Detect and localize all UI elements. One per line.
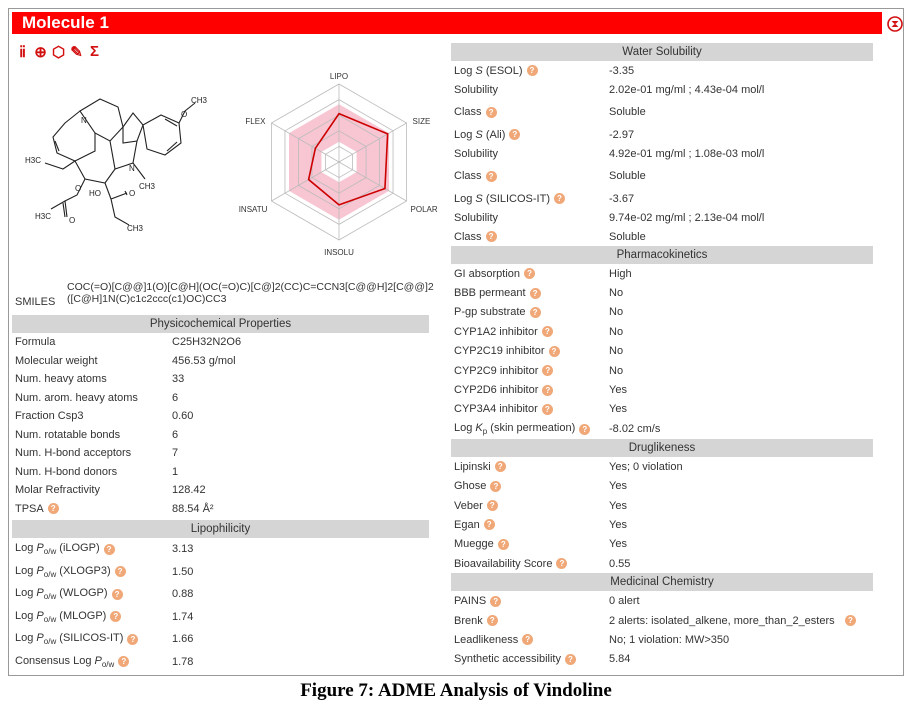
row-value: No <box>609 345 624 358</box>
radar-label-insolu: INSOLU <box>324 248 354 257</box>
table-row <box>12 561 429 584</box>
row-key <box>454 306 526 318</box>
radar-label-polar: POLAR <box>410 205 438 214</box>
row-key <box>15 392 138 404</box>
row-key <box>454 538 494 550</box>
help-icon[interactable]: ? <box>524 268 535 279</box>
key-text: Molecular weight <box>15 354 98 367</box>
row-key <box>454 500 483 512</box>
physchem-header: Physicochemical Properties <box>12 315 429 333</box>
s-symbol: S <box>475 64 483 77</box>
row-value: Soluble <box>609 230 646 243</box>
row-value: 1 <box>172 465 179 478</box>
row-value: No <box>609 364 624 377</box>
row-value: 456.53 g/mol <box>172 354 236 367</box>
row-key <box>15 466 117 478</box>
p-symbol: P <box>36 632 44 645</box>
s-symbol: S <box>475 128 483 141</box>
p-symbol: P <box>94 654 102 667</box>
key-text: BBB permeant <box>454 287 526 300</box>
row-key <box>454 84 498 96</box>
physchem-section <box>12 315 429 518</box>
key-text: Log <box>454 128 476 141</box>
people-icon[interactable]: ⅱ <box>19 44 26 61</box>
table-row <box>12 463 429 482</box>
row-key <box>454 480 486 492</box>
p-subscript: o/w <box>43 547 57 557</box>
table-row <box>12 370 429 389</box>
key-text: Log <box>454 422 476 435</box>
row-value: 5.84 <box>609 653 631 666</box>
row-key <box>15 542 100 556</box>
key-text: PAINS <box>454 595 487 608</box>
help-icon[interactable]: ? <box>565 654 576 665</box>
atom-ch3-nmethyl: CH3 <box>139 182 156 191</box>
row-value: Yes <box>609 538 627 551</box>
row-key <box>454 345 545 357</box>
s-symbol: S <box>475 192 483 205</box>
row-value: 0 alert <box>609 595 640 608</box>
key-text: (ESOL) <box>482 64 523 77</box>
k-symbol: K <box>475 422 483 435</box>
help-icon[interactable]: ? <box>48 503 59 514</box>
row-key <box>15 587 108 601</box>
help-icon[interactable]: ? <box>104 544 115 555</box>
table-row <box>451 342 873 361</box>
lipophilicity-header: Lipophilicity <box>12 520 429 538</box>
key-text: CYP2D6 inhibitor <box>454 384 539 397</box>
row-value: 1.74 <box>172 610 194 623</box>
atom-o-ester: O <box>75 184 82 193</box>
key-text: CYP2C19 inhibitor <box>454 345 545 358</box>
help-icon[interactable]: ? <box>118 656 129 667</box>
table-row <box>451 380 873 399</box>
table-row <box>12 389 429 408</box>
key-text: Num. arom. heavy atoms <box>15 391 138 404</box>
key-text: Veber <box>454 499 483 512</box>
row-key <box>454 212 498 224</box>
k-subscript: p <box>482 427 488 437</box>
key-text: Solubility <box>454 211 499 224</box>
table-row <box>12 352 429 371</box>
key-text: Log <box>15 632 37 645</box>
p-symbol: P <box>36 542 44 555</box>
table-row <box>12 481 429 500</box>
molecule-header <box>12 12 882 34</box>
row-value: -2.97 <box>609 128 635 141</box>
p-subscript: o/w <box>43 637 57 647</box>
row-key <box>15 565 111 579</box>
key-text: Formula <box>15 336 56 349</box>
key-text: Ghose <box>454 480 487 493</box>
row-key <box>454 287 526 299</box>
key-text: (SILICOS-IT) <box>56 632 124 645</box>
help-icon[interactable]: ? <box>530 288 541 299</box>
key-text: Consensus Log <box>15 654 95 667</box>
row-value: Yes; 0 violation <box>609 460 683 473</box>
row-value: 6 <box>172 428 179 441</box>
table-row <box>451 477 873 496</box>
atom-o-methoxy: O <box>181 110 188 119</box>
row-key <box>454 231 482 243</box>
row-key <box>454 384 538 396</box>
key-text: (XLOGP3) <box>56 564 111 577</box>
help-icon[interactable]: ? <box>509 129 520 140</box>
lipophilicity-section <box>12 520 429 673</box>
p-symbol: P <box>36 587 44 600</box>
row-value: -3.35 <box>609 64 635 77</box>
table-row <box>12 333 429 352</box>
key-text: Log <box>15 542 37 555</box>
row-value: No <box>609 325 624 338</box>
key-text: Solubility <box>454 83 499 96</box>
help-icon[interactable]: ? <box>527 65 538 76</box>
radar-label-insatu: INSATU <box>238 205 268 214</box>
row-key <box>15 503 44 515</box>
key-text: Solubility <box>454 147 499 160</box>
page-title: Molecule 1 <box>22 13 109 32</box>
row-value: Yes <box>609 499 627 512</box>
p-subscript: o/w <box>101 659 115 669</box>
key-text: Muegge <box>454 538 494 551</box>
row-key <box>454 519 480 531</box>
table-row <box>451 554 873 573</box>
key-text: (Ali) <box>482 128 506 141</box>
row-value: 0.60 <box>172 410 194 423</box>
help-icon[interactable]: ? <box>486 107 497 118</box>
atom-ch3-methoxy: CH3 <box>191 96 208 105</box>
key-text: Lipinski <box>454 460 491 473</box>
key-text: CYP1A2 inhibitor <box>454 325 538 338</box>
row-key <box>454 268 520 280</box>
row-key <box>454 170 482 182</box>
table-row <box>12 444 429 463</box>
key-text: TPSA <box>15 502 44 515</box>
row-key <box>454 461 491 473</box>
smiles-label: SMILES <box>15 296 56 308</box>
smiles-value: COC(=O)[C@@]1(O)[C@H](OC(=O)C)[C@]2(CC)C=CCN3[C@@H]2[C@@]2([C@H]1N(C)c1c2ccc(c1)OC)CC3 <box>67 281 434 305</box>
table-row <box>12 583 429 606</box>
table-row <box>12 407 429 426</box>
row-value: 2.02e-01 mg/ml ; 4.43e-04 mol/l <box>609 83 765 96</box>
row-value: 88.54 Å² <box>172 502 214 515</box>
key-text: Brenk <box>454 614 483 627</box>
key-text: Num. heavy atoms <box>15 373 107 386</box>
table-row <box>451 80 873 99</box>
row-key <box>454 634 518 646</box>
table-row <box>451 591 873 610</box>
help-icon[interactable]: ? <box>542 365 553 376</box>
row-key <box>454 148 498 160</box>
radar-label-size: SIZE <box>412 117 431 126</box>
row-value: Yes <box>609 384 627 397</box>
row-value: 9.74e-02 mg/ml ; 2.13e-04 mol/l <box>609 211 765 224</box>
key-text: Class <box>454 170 482 182</box>
row-value: No; 1 violation: MW>350 <box>609 633 730 646</box>
row-value: High <box>609 267 632 280</box>
bioavailability-radar <box>209 61 449 261</box>
row-key <box>15 336 55 348</box>
row-value: 33 <box>172 373 185 386</box>
atom-ch3-ester: CH3 <box>127 224 144 233</box>
p-subscript: o/w <box>43 614 57 624</box>
help-icon[interactable]: ? <box>487 500 498 511</box>
row-value: 1.66 <box>172 633 194 646</box>
toolbar <box>15 43 102 61</box>
row-value: 0.88 <box>172 588 194 601</box>
table-row <box>451 361 873 380</box>
row-value: 3.13 <box>172 543 194 556</box>
key-text: GI absorption <box>454 267 521 280</box>
row-key <box>15 410 83 422</box>
close-icon[interactable] <box>887 16 903 32</box>
help-icon[interactable]: ? <box>542 385 553 396</box>
table-row <box>12 628 429 651</box>
row-key <box>454 365 538 377</box>
key-text: Log <box>454 192 476 205</box>
help-icon[interactable]: ? <box>487 615 498 626</box>
row-key <box>15 484 100 496</box>
help-icon[interactable]: ? <box>484 519 495 530</box>
row-value: Soluble <box>609 170 646 182</box>
help-icon[interactable]: ? <box>495 461 506 472</box>
table-row <box>451 264 873 283</box>
table-row <box>451 144 873 163</box>
druglikeness-header: Druglikeness <box>451 439 873 457</box>
p-symbol: P <box>36 609 44 622</box>
row-key <box>15 429 120 441</box>
table-row <box>451 322 873 341</box>
table-row <box>451 125 873 144</box>
target-icon[interactable]: ⊕ <box>34 44 47 61</box>
medchem-header: Medicinal Chemistry <box>451 573 873 591</box>
p-subscript: o/w <box>43 569 57 579</box>
help-icon[interactable]: ? <box>554 193 565 204</box>
key-text: Egan <box>454 518 480 531</box>
help-icon[interactable]: ? <box>110 611 121 622</box>
help-icon[interactable]: ? <box>490 596 501 607</box>
row-key <box>454 403 538 415</box>
key-text: Log <box>454 64 476 77</box>
row-value: 7 <box>172 447 179 460</box>
atom-n2: N <box>129 164 135 173</box>
key-text: Num. rotatable bonds <box>15 428 121 441</box>
help-icon[interactable]: ? <box>542 404 553 415</box>
help-icon[interactable]: ? <box>549 346 560 357</box>
key-text: (WLOGP) <box>56 587 108 600</box>
help-icon[interactable]: ? <box>498 539 509 550</box>
key-text: CYP2C9 inhibitor <box>454 364 539 377</box>
key-text: P-gp substrate <box>454 306 526 319</box>
key-text: Class <box>454 230 482 243</box>
table-row <box>451 61 873 80</box>
row-key <box>15 355 98 367</box>
table-row <box>12 500 429 519</box>
row-key <box>15 373 107 385</box>
figure-caption: Figure 7: ADME Analysis of Vindoline <box>300 680 612 701</box>
molecule-structure <box>15 71 215 241</box>
key-text: Synthetic accessibility <box>454 653 561 666</box>
molecule-panel <box>8 8 904 676</box>
hexagon-icon[interactable]: ⬡ <box>51 44 66 61</box>
help-icon[interactable]: ? <box>845 615 856 626</box>
key-text: Log <box>15 587 37 600</box>
table-row <box>451 419 873 439</box>
row-key <box>454 129 505 141</box>
key-text: (SILICOS-IT) <box>482 192 550 205</box>
row-key <box>15 610 106 624</box>
table-row <box>451 189 873 208</box>
help-icon[interactable]: ? <box>112 589 123 600</box>
help-icon[interactable]: ? <box>490 481 501 492</box>
table-row <box>451 496 873 515</box>
table-row <box>451 650 873 669</box>
key-text: (MLOGP) <box>56 609 107 622</box>
table-row <box>451 227 873 246</box>
row-key <box>454 65 523 77</box>
help-icon[interactable]: ? <box>127 634 138 645</box>
table-row <box>12 651 429 674</box>
row-key <box>15 447 131 459</box>
table-row <box>12 606 429 629</box>
radar-label-lipo: LIPO <box>329 72 349 81</box>
help-icon[interactable]: ? <box>115 566 126 577</box>
row-key <box>454 193 550 205</box>
key-text: (skin permeation) <box>487 422 576 435</box>
row-value: No <box>609 306 624 319</box>
radar-label-flex: FLEX <box>245 117 266 126</box>
pill-icon[interactable]: ✎ <box>70 44 83 61</box>
row-value: Yes <box>609 480 627 493</box>
row-key <box>15 632 123 646</box>
key-text: Log <box>15 609 37 622</box>
help-icon[interactable]: ? <box>522 634 533 645</box>
row-value: 128.42 <box>172 484 206 497</box>
row-value: 2 alerts: isolated_alkene, more_than_2_esters <box>609 614 835 627</box>
key-text: Leadlikeness <box>454 633 519 646</box>
row-key <box>454 615 483 627</box>
key-text: CYP3A4 inhibitor <box>454 403 538 416</box>
help-icon[interactable]: ? <box>530 307 541 318</box>
key-text: (iLOGP) <box>56 542 100 555</box>
table-row <box>12 538 429 561</box>
atom-o-carbonyl: O <box>129 189 136 198</box>
help-icon[interactable]: ? <box>486 171 497 182</box>
sigma-icon[interactable]: Σ <box>89 43 99 60</box>
row-key <box>454 558 552 570</box>
row-value: Yes <box>609 403 627 416</box>
row-value: 6 <box>172 391 179 404</box>
help-icon[interactable]: ? <box>542 326 553 337</box>
key-text: Molar Refractivity <box>15 484 100 497</box>
table-row <box>451 99 873 125</box>
table-row <box>451 303 873 322</box>
table-row <box>451 535 873 554</box>
row-key <box>454 595 486 607</box>
table-row <box>451 630 873 649</box>
table-row <box>451 515 873 534</box>
table-row <box>451 611 873 630</box>
p-subscript: o/w <box>43 592 57 602</box>
row-value: 4.92e-01 mg/ml ; 1.08e-03 mol/l <box>609 147 765 160</box>
table-row <box>451 457 873 476</box>
row-value: Yes <box>609 518 627 531</box>
row-value: -3.67 <box>609 192 635 205</box>
right-column <box>451 43 873 669</box>
atom-n1: N <box>81 116 87 125</box>
row-value: 0.55 <box>609 557 631 570</box>
p-symbol: P <box>36 564 44 577</box>
atom-h3c-acetyl: H3C <box>35 212 52 221</box>
row-key <box>454 653 561 665</box>
row-value: C25H32N2O6 <box>172 336 242 349</box>
row-key <box>15 655 114 669</box>
row-value: -8.02 cm/s <box>609 423 661 436</box>
table-row <box>451 400 873 419</box>
key-text: Num. H-bond donors <box>15 465 118 478</box>
atom-o-acetyl: O <box>69 216 76 225</box>
row-key <box>454 326 538 338</box>
row-value: No <box>609 287 624 300</box>
row-value: Soluble <box>609 106 646 118</box>
key-text: Class <box>454 106 482 118</box>
table-row <box>451 283 873 302</box>
row-value: 1.78 <box>172 655 194 668</box>
key-text: Log <box>15 564 37 577</box>
help-icon[interactable]: ? <box>556 558 567 569</box>
water-solubility-header: Water Solubility <box>451 43 873 61</box>
help-icon[interactable]: ? <box>486 231 497 242</box>
key-text: Bioavailability Score <box>454 557 553 570</box>
key-text: Fraction Csp3 <box>15 410 84 423</box>
pharmacokinetics-header: Pharmacokinetics <box>451 246 873 264</box>
table-row <box>451 208 873 227</box>
table-row <box>451 163 873 189</box>
key-text: Num. H-bond acceptors <box>15 447 132 460</box>
row-value: 1.50 <box>172 565 194 578</box>
row-key <box>454 106 482 118</box>
help-icon[interactable]: ? <box>579 424 590 435</box>
row-key <box>454 422 575 436</box>
atom-h3c-ethyl: H3C <box>25 156 42 165</box>
atom-ho: HO <box>89 189 101 198</box>
table-row <box>12 426 429 445</box>
